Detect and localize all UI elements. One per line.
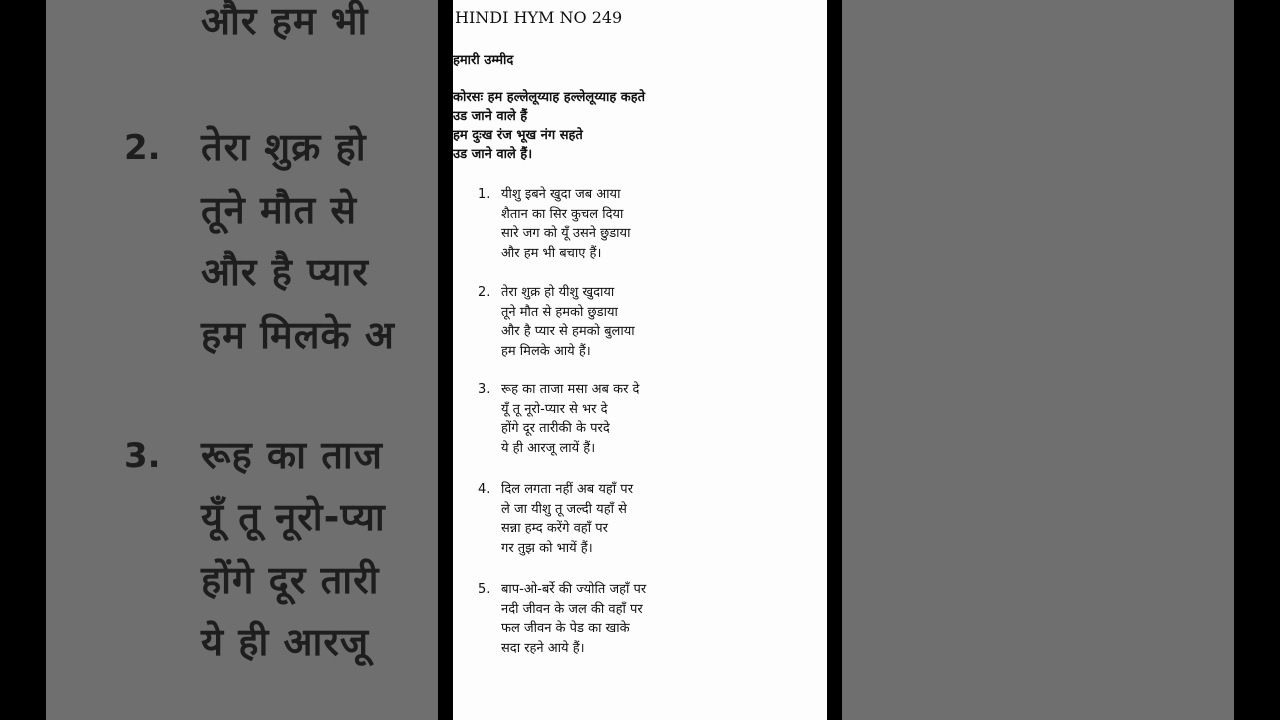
chorus-line: कोरसः हम हल्लेलूय्याह हल्लेलूय्याह कहते	[453, 90, 646, 105]
chorus-line: उड जाने वाले हैं	[453, 109, 528, 124]
verse-line: और हम भी बचाए हैं।	[501, 245, 602, 261]
chorus-line: उड जाने वाले हैं।	[453, 147, 533, 162]
bg-line: तेरा शुक्र हो	[201, 125, 367, 169]
verse-number: 5.	[478, 582, 491, 597]
verse-line: ले जा यीशु तू जल्दी यहाँ से	[501, 501, 627, 517]
verse-line: बाप-ओ-बर्रे की ज्योति जहाँ पर	[501, 582, 647, 597]
verse-line: तेरा शुक्र हो यीशु खुदाया	[501, 285, 615, 300]
bg-line: हम मिलके अ	[201, 313, 395, 357]
bg-line: यूँ तू नूरो-प्या	[201, 495, 386, 539]
verse-number: 3.	[478, 382, 491, 397]
chorus-line: हम दुःख रंज भूख नंग सहते	[453, 128, 583, 143]
verse-line: शैतान का सिर कुचल दिया	[501, 206, 624, 222]
verse-line: नदी जीवन के जल की वहाँ पर	[501, 601, 643, 617]
bg-line: और है प्यार	[201, 250, 369, 294]
background-right-blur	[842, 0, 1234, 720]
background-left-blur	[46, 0, 438, 720]
verse-number: 4.	[478, 482, 491, 497]
bg-line: तूने मौत से	[201, 188, 358, 232]
bg-verse-number: 3.	[124, 436, 161, 476]
verse-line: सारे जग को यूँ उसने छुडाया	[501, 226, 631, 241]
page-title: HINDI HYM NO 249	[455, 8, 623, 27]
verse-line: ये ही आरजू लायें हैं।	[501, 440, 596, 456]
verse-number: 1.	[478, 187, 491, 202]
verse-line: होंगे दूर तारीकी के परदे	[501, 421, 610, 436]
verse-line: और है प्यार से हमको बुलाया	[501, 324, 635, 339]
hymn-document	[453, 0, 827, 720]
hymn-subtitle: हमारी उम्मीद	[453, 53, 514, 68]
bg-line: और हम भी	[201, 0, 369, 43]
chorus	[453, 88, 645, 164]
verse-line: तूने मौत से हमको छुडाया	[501, 304, 618, 320]
bg-verse-number: 2.	[124, 128, 161, 168]
verse-number: 2.	[478, 285, 491, 300]
bg-line: ये ही आरजू	[201, 620, 370, 664]
verse-line: यूँ तू नूरो-प्यार से भर दे	[501, 401, 608, 417]
verse-line: सदा रहने आये हैं।	[501, 640, 585, 656]
background-text	[46, 0, 438, 720]
bg-line: होंगे दूर तारी	[201, 558, 380, 602]
verse-line: गर तुझ को भायें हैं।	[501, 540, 593, 556]
verse-line: फल जीवन के पेड का खाके	[501, 621, 630, 636]
verse-line: सन्ना हम्द करेंगे वहाँ पर	[501, 521, 608, 536]
verse-line: हम मिलके आये हैं।	[501, 343, 591, 359]
verse-line: रूह का ताजा मसा अब कर दे	[501, 382, 640, 397]
verse-line: यीशु इबने खुदा जब आया	[501, 187, 621, 202]
verse-line: दिल लगता नहीं अब यहाँ पर	[501, 482, 634, 497]
bg-line: रूह का ताज	[201, 433, 383, 477]
